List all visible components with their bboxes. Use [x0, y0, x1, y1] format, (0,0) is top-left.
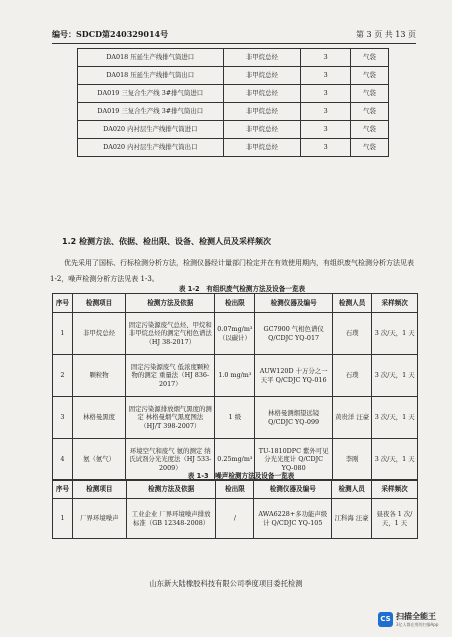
sampling-points-table	[77, 48, 389, 157]
table-cell: 非甲烷总烃	[223, 67, 301, 85]
table-cell: 3 次/天，1 天	[372, 439, 418, 481]
camscanner-subtitle: 3亿人都在用的扫描App	[396, 622, 439, 627]
table-cell: 1 级	[215, 397, 255, 439]
table-cell: 非甲烷总烃	[223, 121, 301, 139]
table-cell: 林格曼测烟望远镜 Q/CDJC YQ-099	[255, 397, 332, 439]
table-cell: 3	[53, 397, 73, 439]
table-cell: DA020 内衬层生产线排气筒出口	[78, 139, 224, 157]
table-cell: 1	[53, 313, 73, 355]
table-cell: 气袋	[351, 49, 389, 67]
table-cell: 气袋	[351, 121, 389, 139]
table-cell: 3 次/天，1 天	[372, 313, 418, 355]
camscanner-title: 扫描全能王	[396, 612, 436, 621]
table-cell: 0.25mg/m³	[215, 439, 255, 481]
table-cell: 1.0 mg/m³	[215, 355, 255, 397]
table-row	[53, 313, 418, 355]
table-header-cell: 检测人员	[332, 294, 372, 313]
table-header-cell: 检测仪器及编号	[255, 294, 332, 313]
method-paragraph: 优先采用了国标、行标检测分析方法，检测仪器经计量部门检定并在有效使用期内，有组织废气检测分析方法见表 1-2，噪声检测分析方法见表 1-3。	[50, 259, 414, 283]
table-cell: 气袋	[351, 103, 389, 121]
table-cell: 颗粒物	[72, 355, 125, 397]
header-rule	[52, 43, 416, 44]
table-header-cell: 检测项目	[72, 294, 125, 313]
table-cell: DA019 三复合生产线 3#排气筒出口	[78, 103, 224, 121]
table-cell: 石璞	[332, 355, 372, 397]
table-header-cell: 序号	[53, 480, 73, 499]
table-cell: 非甲烷总烃	[223, 139, 301, 157]
table-row	[78, 85, 389, 103]
table-row	[78, 103, 389, 121]
table-cell: /	[216, 499, 254, 539]
table-cell: 石璞	[332, 313, 372, 355]
table-cell: 江科海 汪豪	[332, 499, 372, 539]
table-cell: 4	[53, 439, 73, 481]
table-cell: 3	[301, 67, 351, 85]
table-cell: 3 次/天，1 天	[372, 355, 418, 397]
table-header-row	[53, 480, 418, 499]
table-cell: 固定污染源废气 低浓度颗粒物的测定 重量法（HJ 836-2017）	[126, 355, 215, 397]
table-header-cell: 检测仪器及编号	[254, 480, 332, 499]
table-cell: 3	[301, 121, 351, 139]
camscanner-watermark	[378, 610, 448, 632]
table-cell: 2	[53, 355, 73, 397]
table-cell: 气袋	[351, 139, 389, 157]
table-1-3-caption: 表 1-3 噪声检测方法及设备一览表	[187, 472, 295, 480]
table-row	[78, 121, 389, 139]
table-cell: AUW120D 十万分之一天平 Q/CDJC YQ-016	[255, 355, 332, 397]
table-cell: AWA6228+多功能声级计 Q/CDJC YQ-105	[254, 499, 332, 539]
noise-methods-table	[52, 479, 418, 539]
table-cell: DA018 压延生产线排气筒出口	[78, 67, 224, 85]
table-row	[78, 49, 389, 67]
table-cell: 昼夜各 1 次/天，1 天	[372, 499, 418, 539]
table-cell: 3 次/天，1 天	[372, 397, 418, 439]
table-row	[53, 499, 418, 539]
table-cell: 非甲烷总烃	[223, 103, 301, 121]
table-header-cell: 检出限	[216, 480, 254, 499]
table-header-row	[53, 294, 418, 313]
table-header-cell: 检测项目	[72, 480, 126, 499]
table-cell: 工业企业 厂界环境噪声排放标准（GB 12348-2008）	[126, 499, 216, 539]
table-row	[53, 355, 418, 397]
table-1-2-caption: 表 1-2 有组织废气检测方法及设备一览表	[178, 285, 306, 293]
table-cell: 非甲烷总烃	[223, 49, 301, 67]
table-cell: 厂界环境噪声	[72, 499, 126, 539]
table-cell: 林格曼黑度	[72, 397, 125, 439]
table-cell: 3	[301, 85, 351, 103]
table-cell: 李刚	[332, 439, 372, 481]
table-header-cell: 序号	[53, 294, 73, 313]
table-cell: 1	[53, 499, 73, 539]
table-header-cell: 检出限	[215, 294, 255, 313]
table-cell: 3	[301, 139, 351, 157]
table-cell: DA018 压延生产线排气筒进口	[78, 49, 224, 67]
table-cell: 氨（氨气）	[72, 439, 125, 481]
table-cell: DA020 内衬层生产线排气筒进口	[78, 121, 224, 139]
table-cell: 非甲烷总烃	[72, 313, 125, 355]
table-cell: 非甲烷总烃	[223, 85, 301, 103]
page-info: 第 3 页 共 13 页	[356, 30, 416, 39]
exhaust-gas-methods-table	[52, 293, 418, 481]
table-row	[78, 67, 389, 85]
table-cell: 3	[301, 103, 351, 121]
table-cell: TU-1810DPC 紫外可见分光光度计 Q/CDJC YQ-080	[255, 439, 332, 481]
section-title: 1.2 检测方法、依据、检出限、设备、检测人员及采样频次	[62, 237, 271, 246]
table-cell: DA019 三复合生产线 3#排气筒进口	[78, 85, 224, 103]
table-cell: 气袋	[351, 67, 389, 85]
table-cell: GC7900 气相色谱仪 Q/CDJC YQ-017	[255, 313, 332, 355]
table-row	[53, 397, 418, 439]
page-footer: 山东新大陆橡胶科技有限公司季度项目委托检测	[149, 579, 303, 588]
table-header-cell: 采样频次	[372, 294, 418, 313]
table-cell: 固定污染源废气总烃、甲烷和非甲烷总烃的测定气相色谱法（HJ 38-2017）	[126, 313, 215, 355]
table-header-cell: 检测方法及依据	[126, 480, 216, 499]
table-cell: 气袋	[351, 85, 389, 103]
table-cell: 3	[301, 49, 351, 67]
camscanner-logo-icon: CS	[378, 612, 393, 627]
table-header-cell: 采样频次	[372, 480, 418, 499]
table-cell: 黄贵洋 汪豪	[332, 397, 372, 439]
table-cell: 环境空气和废气 氨的测定 纳氏试剂分光光度法（HJ 533-2009）	[126, 439, 215, 481]
table-cell: 0.07mg/m³（以碳计）	[215, 313, 255, 355]
document-number: 编号：SDCD第240329014号	[52, 29, 169, 39]
table-cell: 固定污染源排放烟气黑度的测定 林格曼烟气黑度图法（HJ/T 398-2007）	[126, 397, 215, 439]
table-header-cell: 检测方法及依据	[126, 294, 215, 313]
table-row	[78, 139, 389, 157]
table-header-cell: 检测人员	[332, 480, 372, 499]
